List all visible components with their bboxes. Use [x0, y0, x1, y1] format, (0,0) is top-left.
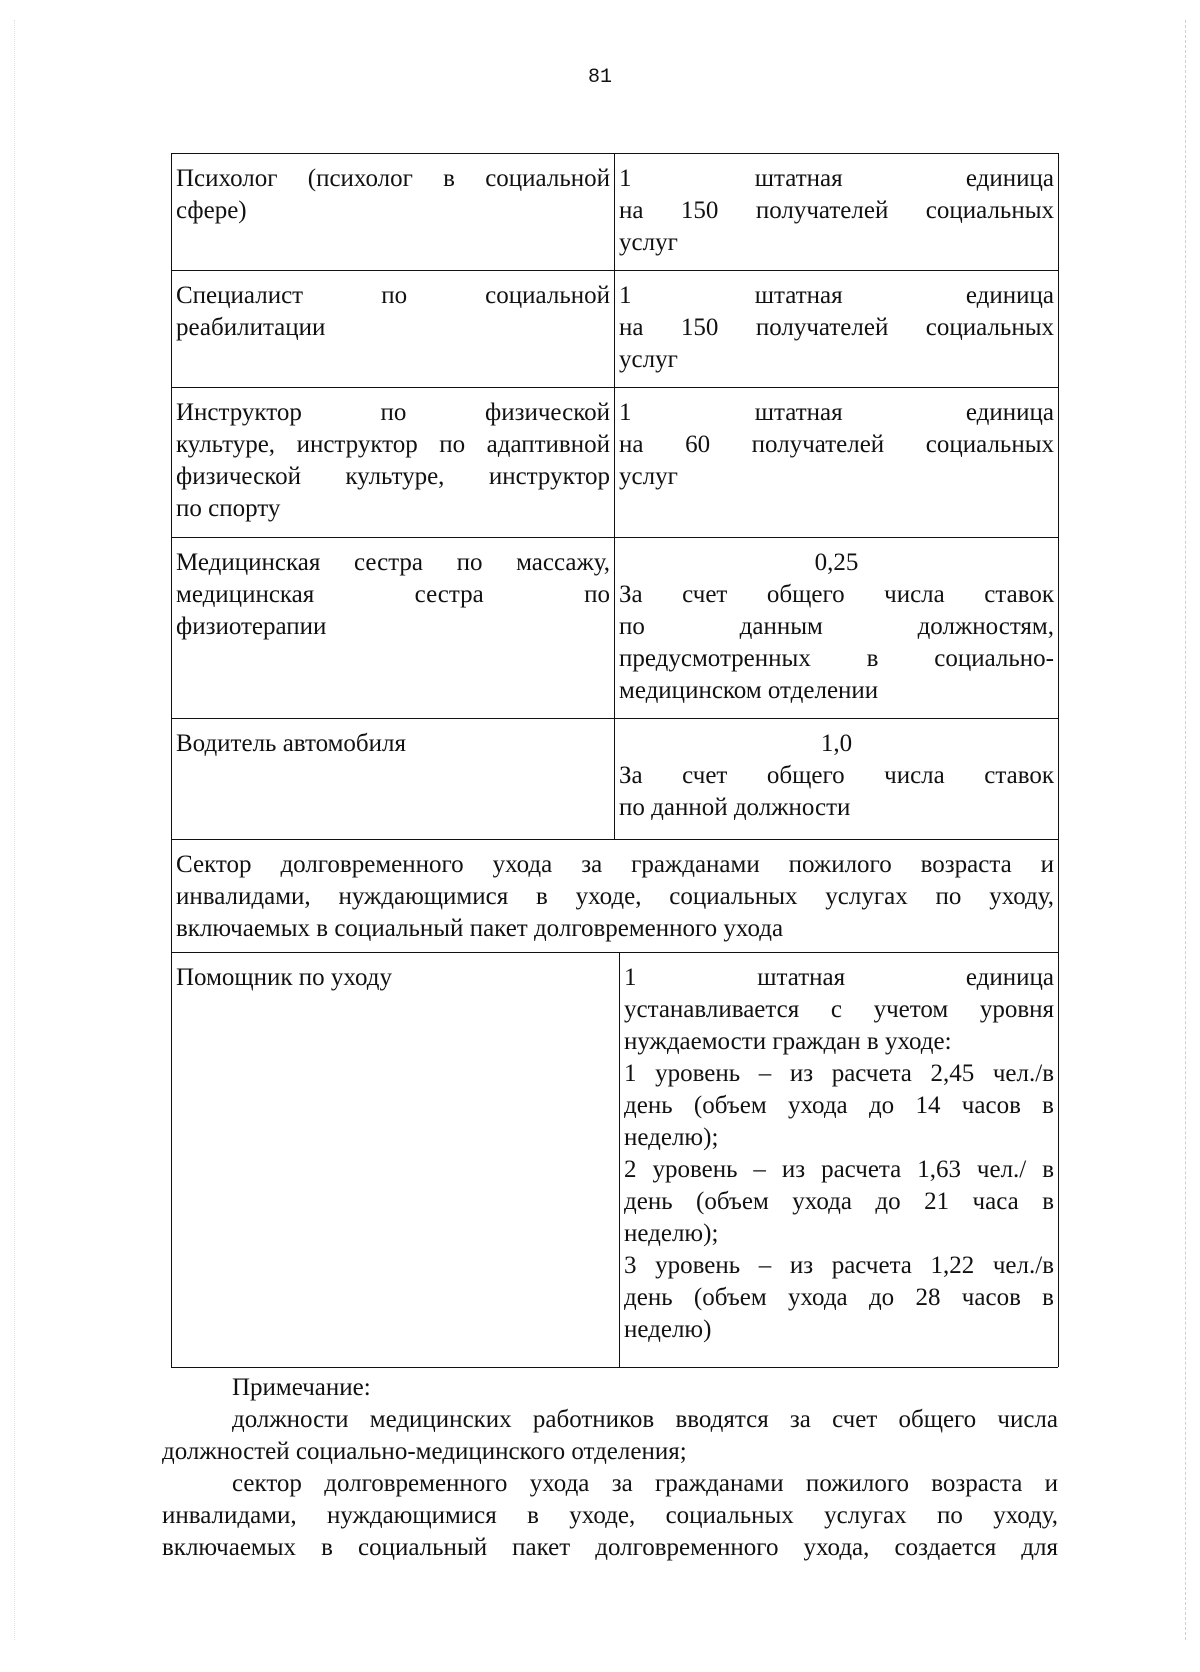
cell-text-line: Помощник по уходу	[176, 964, 392, 991]
cell-text-line: 1 штатная единица	[619, 399, 1054, 426]
cell-text-line: За счет общего числа ставок	[619, 581, 1054, 608]
cell-text-line: 3 уровень – из расчета 1,22 чел./в	[624, 1252, 1054, 1279]
note-text-line: должностей социально-медицинского отделения;	[162, 1438, 687, 1465]
scan-edge-left	[14, 20, 15, 1640]
cell-text-line: на 150 получателей социальных	[619, 197, 1054, 224]
cell-text-line: неделю);	[624, 1220, 719, 1247]
table-cell-norm	[614, 537, 1058, 718]
table-cell-norm	[619, 952, 1058, 1367]
cell-text-line: медицинская сестра по	[176, 581, 610, 608]
note-text-line: должности медицинских работников вводятся за счет общего числа	[232, 1406, 1058, 1433]
table-cell-position	[171, 952, 619, 1367]
page-number: 81	[587, 66, 612, 89]
cell-text-line: услуг	[619, 463, 678, 490]
cell-text-line: Инструктор по физической	[176, 399, 610, 426]
table-cell-norm	[614, 153, 1058, 270]
note-text-line: сектор долговременного ухода за гражданами пожилого возраста и	[232, 1470, 1058, 1497]
cell-text-line: день (объем ухода до 14 часов в	[624, 1092, 1054, 1119]
scan-edge-right	[1185, 20, 1186, 1640]
cell-text-line: 1 штатная единица	[624, 964, 1054, 991]
cell-text-line: Сектор долговременного ухода за гражданами пожилого возраста и	[176, 851, 1054, 878]
cell-text-line: по данной должности	[619, 794, 851, 821]
cell-text-line: день (объем ухода до 28 часов в	[624, 1284, 1054, 1311]
cell-text-line: За счет общего числа ставок	[619, 762, 1054, 789]
cell-text-line: услуг	[619, 346, 678, 373]
table-cell-position	[171, 387, 614, 537]
norm-value: 1,0	[820, 730, 853, 757]
cell-text-line: на 60 получателей социальных	[619, 431, 1054, 458]
cell-text-line: нуждаемости граждан в уходе:	[624, 1028, 952, 1055]
note-title: Примечание:	[232, 1374, 371, 1401]
note-paragraph-2	[162, 1468, 1058, 1564]
note-text-line: включаемых в социальный пакет долговременного ухода, создается для	[162, 1534, 1058, 1561]
cell-text-line: инвалидами, нуждающимися в уходе, социальных услугах по уходу,	[176, 883, 1054, 910]
table-cell-norm	[614, 718, 1058, 839]
table-cell-position	[171, 718, 614, 839]
table-rule-horizontal	[171, 1367, 1058, 1368]
cell-text-line: услуг	[619, 229, 678, 256]
cell-text-line: включаемых в социальный пакет долговременного ухода	[176, 915, 784, 942]
table-section-header	[171, 839, 1058, 952]
cell-text-line: физиотерапии	[176, 613, 327, 640]
cell-text-line: культуре, инструктор по адаптивной	[176, 431, 610, 458]
cell-text-line: день (объем ухода до 21 часа в	[624, 1188, 1054, 1215]
cell-text-line: реабилитации	[176, 314, 326, 341]
cell-text-line: предусмотренных в социально-	[619, 645, 1054, 672]
cell-text-line: Медицинская сестра по массажу,	[176, 549, 610, 576]
table-cell-position	[171, 537, 614, 718]
table-cell-position	[171, 153, 614, 270]
table-cell-norm	[614, 387, 1058, 537]
cell-text-line: 1 штатная единица	[619, 282, 1054, 309]
cell-text-line: 2 уровень – из расчета 1,63 чел./ в	[624, 1156, 1054, 1183]
table-rule-vertical	[1058, 153, 1059, 1367]
cell-text-line: 1 штатная единица	[619, 165, 1054, 192]
table-cell-norm	[614, 270, 1058, 387]
cell-text-line: Специалист по социальной	[176, 282, 610, 309]
cell-text-line: на 150 получателей социальных	[619, 314, 1054, 341]
cell-text-line: по данным должностям,	[619, 613, 1054, 640]
cell-text-line: неделю);	[624, 1124, 719, 1151]
cell-text-line: медицинском отделении	[619, 677, 879, 704]
cell-text-line: сфере)	[176, 197, 247, 224]
cell-text-line: Водитель автомобиля	[176, 730, 406, 757]
cell-text-line: 1 уровень – из расчета 2,45 чел./в	[624, 1060, 1054, 1087]
cell-text-line: физической культуре, инструктор	[176, 463, 610, 490]
cell-text-line: Психолог (психолог в социальной	[176, 165, 610, 192]
table-cell-position	[171, 270, 614, 387]
cell-text-line: неделю)	[624, 1316, 712, 1343]
note-paragraph-1	[162, 1404, 1058, 1468]
cell-text-line: устанавливается с учетом уровня	[624, 996, 1054, 1023]
norm-value: 0,25	[814, 549, 859, 576]
note-text-line: инвалидами, нуждающимися в уходе, социальных услугах по уходу,	[162, 1502, 1058, 1529]
cell-text-line: по спорту	[176, 495, 281, 522]
